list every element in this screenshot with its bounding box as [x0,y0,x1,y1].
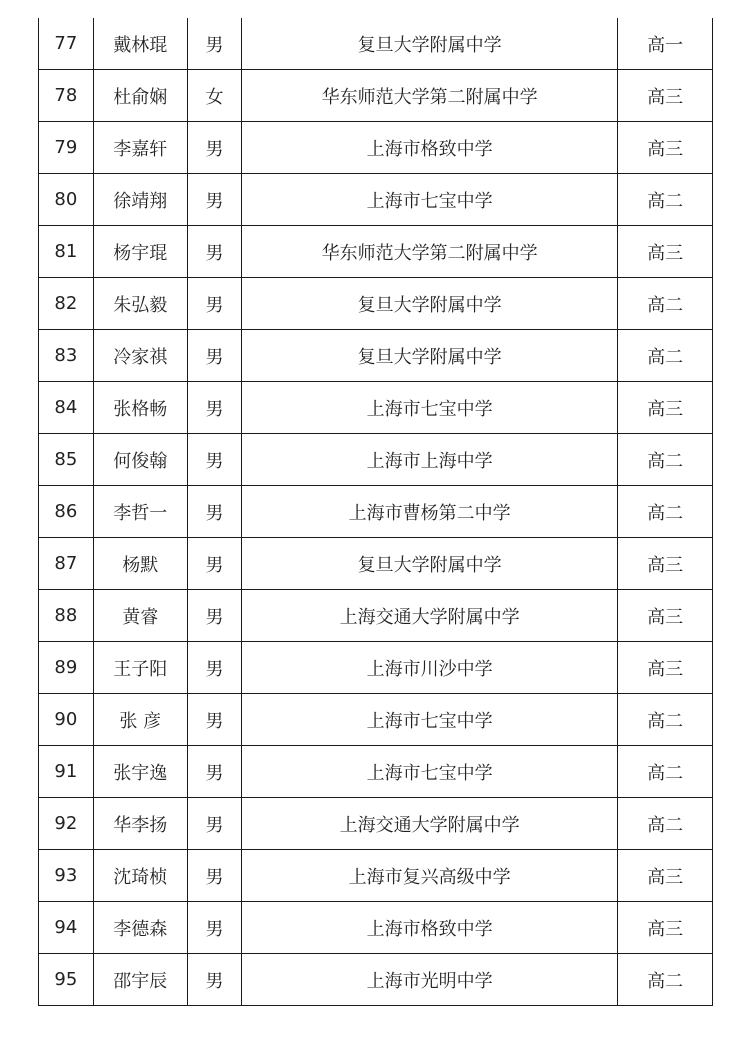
row-number: 84 [39,382,93,434]
school-name: 上海市川沙中学 [242,642,618,694]
school-name: 上海市复兴高级中学 [242,850,618,902]
student-gender: 男 [187,694,241,746]
table-row [39,382,712,434]
table-row [39,954,712,1006]
table-row [39,642,712,694]
row-number: 94 [39,902,93,954]
student-gender: 男 [187,18,241,70]
student-gender: 男 [187,902,241,954]
roster-table-body [39,18,712,1005]
table-row [39,850,712,902]
student-name: 何俊翰 [93,434,187,486]
student-gender: 男 [187,122,241,174]
student-name: 杨宇琨 [93,226,187,278]
student-gender: 男 [187,330,241,382]
row-number: 83 [39,330,93,382]
student-name: 李哲一 [93,486,187,538]
school-name: 上海交通大学附属中学 [242,590,618,642]
student-gender: 女 [187,70,241,122]
school-name: 复旦大学附属中学 [242,18,618,70]
student-gender: 男 [187,486,241,538]
student-gender: 男 [187,746,241,798]
roster-sheet [38,18,713,1006]
grade-level: 高二 [618,486,712,538]
table-row [39,226,712,278]
student-name: 王子阳 [93,642,187,694]
school-name: 复旦大学附属中学 [242,330,618,382]
table-row [39,122,712,174]
school-name: 上海市格致中学 [242,902,618,954]
grade-level: 高三 [618,902,712,954]
table-row [39,798,712,850]
student-name: 张宇逸 [93,746,187,798]
student-gender: 男 [187,590,241,642]
table-row [39,174,712,226]
school-name: 华东师范大学第二附属中学 [242,226,618,278]
row-number: 88 [39,590,93,642]
row-number: 87 [39,538,93,590]
student-gender: 男 [187,278,241,330]
grade-level: 高二 [618,330,712,382]
student-name: 张格畅 [93,382,187,434]
student-gender: 男 [187,538,241,590]
student-gender: 男 [187,642,241,694]
grade-level: 高二 [618,798,712,850]
grade-level: 高三 [618,226,712,278]
roster-table [39,18,712,1005]
school-name: 上海市七宝中学 [242,174,618,226]
student-name: 冷家祺 [93,330,187,382]
student-gender: 男 [187,382,241,434]
student-name: 华李扬 [93,798,187,850]
grade-level: 高二 [647,970,684,992]
row-number: 82 [39,278,93,330]
school-name: 复旦大学附属中学 [242,278,618,330]
row-number: 78 [39,70,93,122]
school-name: 上海市七宝中学 [242,746,618,798]
row-number: 90 [39,694,93,746]
row-number: 85 [39,434,93,486]
grade-level: 高二 [618,434,712,486]
row-number: 79 [39,122,93,174]
row-number: 92 [39,798,93,850]
student-name: 李嘉轩 [93,122,187,174]
table-row [39,694,712,746]
school-name: 上海市光明中学 [242,954,618,1006]
student-gender: 男 [187,174,241,226]
student-name: 朱弘毅 [93,278,187,330]
row-number: 81 [39,226,93,278]
student-name: 杨默 [93,538,187,590]
row-number: 91 [39,746,93,798]
grade-level: 高三 [618,538,712,590]
row-number: 86 [39,486,93,538]
student-name: 戴林琨 [93,18,187,70]
student-gender: 男 [187,798,241,850]
table-row [39,278,712,330]
grade-level: 高三 [618,382,712,434]
school-name: 上海市曹杨第二中学 [242,486,618,538]
student-name: 沈琦桢 [93,850,187,902]
grade-level: 高三 [618,590,712,642]
student-name: 杜俞娴 [93,70,187,122]
table-row [39,746,712,798]
table-row [39,538,712,590]
table-row [39,434,712,486]
student-gender: 男 [187,434,241,486]
grade-level: 高二 [618,746,712,798]
grade-level: 高二 [618,174,712,226]
school-name: 华东师范大学第二附属中学 [242,70,618,122]
row-number: 93 [39,850,93,902]
row-number: 77 [39,18,93,70]
school-name: 上海市七宝中学 [242,694,618,746]
student-gender: 男 [187,954,241,1006]
student-gender: 男 [187,850,241,902]
student-name: 邵宇辰 [93,954,187,1006]
table-row [39,330,712,382]
table-row [39,70,712,122]
student-name: 徐靖翔 [93,174,187,226]
school-name: 上海市七宝中学 [242,382,618,434]
grade-level: 高三 [618,70,712,122]
table-row [39,18,712,70]
row-number: 80 [39,174,93,226]
school-name: 复旦大学附属中学 [242,538,618,590]
grade-level: 高三 [618,122,712,174]
grade-level: 高三 [618,850,712,902]
school-name: 上海市上海中学 [242,434,618,486]
school-name: 上海市格致中学 [242,122,618,174]
grade-level: 高三 [618,642,712,694]
row-number: 89 [39,642,93,694]
student-gender: 男 [187,226,241,278]
student-name: 黄睿 [93,590,187,642]
grade-level: 高一 [618,18,712,70]
table-row [39,902,712,954]
table-row [39,486,712,538]
student-name: 张 彦 [93,694,187,746]
school-name: 上海交通大学附属中学 [242,798,618,850]
grade-level: 高二 [618,694,712,746]
student-name: 李德森 [93,902,187,954]
grade-level: 高二 [618,278,712,330]
row-number: 95 [39,954,93,1006]
table-row [39,590,712,642]
